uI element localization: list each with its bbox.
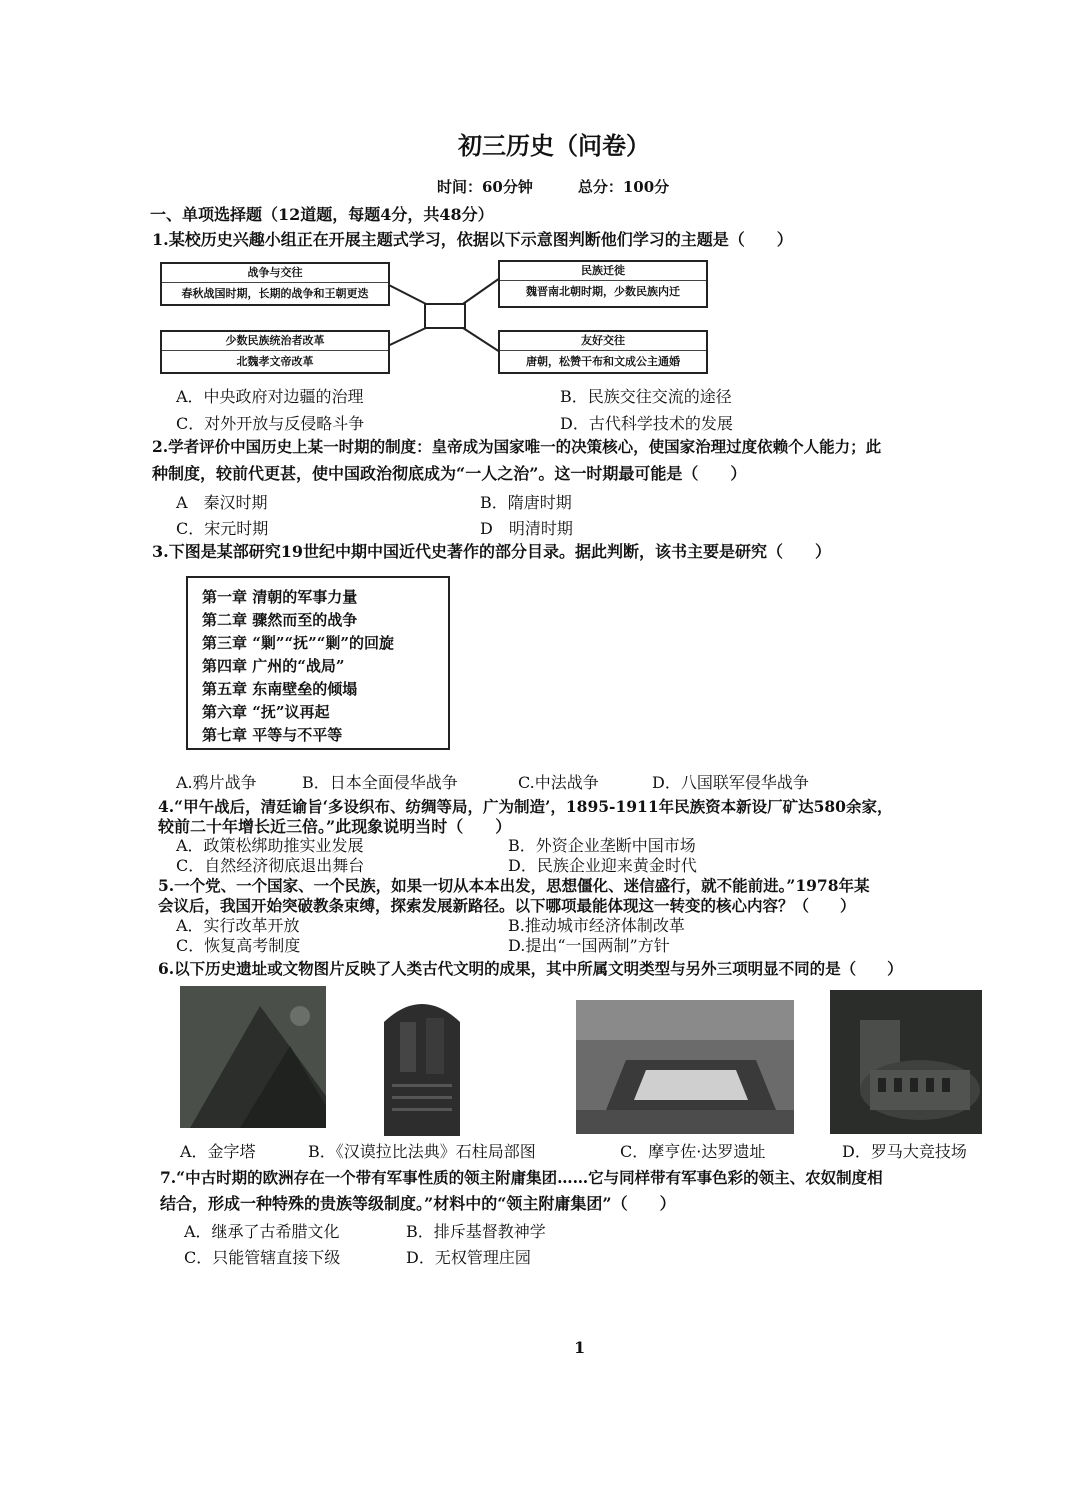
q1-option-d: D．古代科学技术的发展 (560, 414, 733, 433)
page-title: 初三历史（问卷） (458, 131, 650, 160)
stele-image (378, 992, 466, 1136)
colosseum-image (830, 990, 982, 1134)
q3-option-d: D．八国联军侵华战争 (652, 773, 809, 792)
q1-box-friendship: 友好交往 唐朝，松赞干布和文成公主通婚 (498, 330, 708, 374)
q2-option-d: D 明清时期 (480, 519, 573, 538)
q7-option-c: C．只能管辖直接下级 (184, 1248, 341, 1267)
q2-stem-line1: 2.学者评价中国历史上某一时期的制度：皇帝成为国家唯一的决策核心，使国家治理过度依赖个人能力；此 (152, 437, 882, 456)
q6-option-a: A．金字塔 (180, 1142, 256, 1161)
q5-option-c: C．恢复高考制度 (176, 936, 301, 955)
mohenjo-daro-photo (576, 1000, 794, 1134)
q1-box-reform: 少数民族统治者改革 北魏孝文帝改革 (160, 330, 390, 374)
q5-option-b: B.推动城市经济体制改革 (508, 916, 685, 935)
q6-option-d: D．罗马大竞技场 (842, 1142, 967, 1161)
q6-option-c: C．摩亨佐·达罗遗址 (620, 1142, 766, 1161)
q4-option-d: D．民族企业迎来黄金时代 (508, 856, 697, 875)
q2-stem-line2: 种制度，较前代更甚，使中国政治彻底成为“一人之治”。这一时期最可能是（ ） (152, 464, 747, 483)
q6-option-b: B．《汉谟拉比法典》石柱局部图 (308, 1142, 536, 1161)
roman-colosseum-photo (830, 990, 982, 1134)
q5-stem-line2: 会议后，我国开始突破教条束缚，探索发展新路径。以下哪项最能体现这一转变的核心内容？（ ） (158, 896, 856, 915)
q7-option-b: B．排斥基督教神学 (406, 1222, 546, 1241)
toc-chapter-6: 第六章 “抚”议再起 (202, 703, 330, 721)
exam-meta: 时间：60分钟 总分：100分 (437, 178, 670, 196)
q4-option-b: B．外资企业垄断中国市场 (508, 836, 696, 855)
q1-box-migration: 民族迁徙 魏晋南北朝时期，少数民族内迁 (498, 260, 708, 308)
section-heading: 一、单项选择题（12道题，每题4分，共48分） (150, 205, 494, 224)
q7-option-d: D．无权管理庄园 (406, 1248, 531, 1267)
q4-option-c: C．自然经济彻底退出舞台 (176, 856, 365, 875)
toc-chapter-4: 第四章 广州的“战局” (202, 657, 345, 675)
q1-option-b: B．民族交往交流的途径 (560, 387, 732, 406)
q3-option-a: A.鸦片战争 (176, 773, 257, 792)
q1-option-a: A．中央政府对边疆的治理 (176, 387, 364, 406)
q2-option-b: B．隋唐时期 (480, 493, 572, 512)
q7-stem-line2: 结合，形成一种特殊的贵族等级制度。”材料中的“领主附庸集团”（ ） (160, 1194, 676, 1213)
toc-chapter-2: 第二章 骤然而至的战争 (202, 611, 358, 629)
q5-option-d: D.提出“一国两制”方针 (508, 936, 670, 955)
q5-option-a: A．实行改革开放 (176, 916, 300, 935)
q1-box-war: 战争与交往 春秋战国时期，长期的战争和王朝更迭 (160, 262, 390, 306)
q1-option-c: C．对外开放与反侵略斗争 (176, 414, 365, 433)
page-number: 1 (574, 1338, 586, 1357)
q2-option-c: C．宋元时期 (176, 519, 269, 538)
toc-chapter-3: 第三章 “剿”“抚”“剿”的回旋 (202, 634, 394, 652)
pyramid-photo (180, 986, 326, 1128)
ruins-image (576, 1000, 794, 1134)
q7-option-a: A．继承了古希腊文化 (184, 1222, 340, 1241)
toc-chapter-1: 第一章 清朝的军事力量 (202, 588, 358, 606)
toc-chapter-7: 第七章 平等与不平等 (202, 726, 343, 744)
q6-stem: 6.以下历史遗址或文物图片反映了人类古代文明的成果，其中所属文明类型与另外三项明显不同的是（ ） (158, 959, 903, 978)
q3-option-b: B．日本全面侵华战争 (302, 773, 458, 792)
q1-stem: 1.某校历史兴趣小组正在开展主题式学习，依据以下示意图判断他们学习的主题是（ ） (152, 230, 793, 249)
q3-table-of-contents (186, 576, 450, 750)
q3-stem: 3.下图是某部研究19世纪中期中国近代史著作的部分目录。据此判断，该书主要是研究（ ） (152, 542, 831, 561)
toc-chapter-5: 第五章 东南壁垒的倾塌 (202, 680, 358, 698)
q2-option-a: A 秦汉时期 (176, 493, 268, 512)
q5-stem-line1: 5.一个党、一个国家、一个民族，如果一切从本本出发，思想僵化、迷信盛行，就不能前进。”1978年某 (158, 876, 870, 895)
q4-stem-line2: 较前二十年增长近三倍。”此现象说明当时（ ） (158, 817, 512, 836)
pyramid-image (180, 986, 326, 1128)
q7-stem-line1: 7.“中古时期的欧洲存在一个带有军事性质的领主附庸集团……它与同样带有军事色彩的领主、农奴制度相 (160, 1168, 883, 1187)
q4-option-a: A．政策松绑助推实业发展 (176, 836, 364, 855)
q3-option-c: C.中法战争 (518, 773, 599, 792)
code-of-hammurabi-photo (378, 992, 466, 1136)
q4-stem-line1: 4.“甲午战后，清廷谕旨‘多设织布、纺绸等局，广为制造’，1895-1911年民族资本新设厂矿达580余家， (158, 797, 893, 816)
